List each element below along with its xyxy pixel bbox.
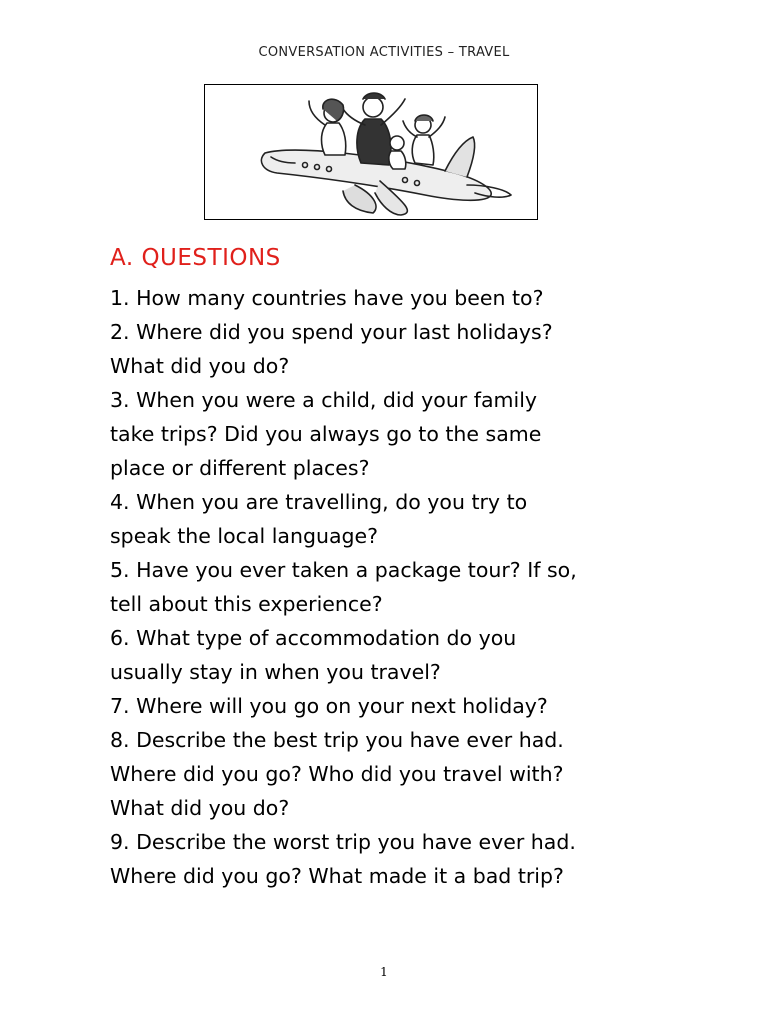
question-line: 4. When you are travelling, do you try to	[110, 490, 528, 514]
page-number: 1	[380, 965, 388, 979]
question-list	[110, 281, 670, 893]
page-header: CONVERSATION ACTIVITIES – TRAVEL	[258, 45, 510, 60]
question-line: 3. When you were a child, did your family	[110, 388, 538, 412]
question-line: Where did you go? Who did you travel with?	[110, 762, 564, 786]
question-line: Where did you go? What made it a bad trip?	[110, 864, 564, 888]
question-line: take trips? Did you always go to the same	[110, 422, 542, 446]
question-line: place or different places?	[110, 456, 370, 480]
question-line: 6. What type of accommodation do you	[110, 626, 517, 650]
question-line: 8. Describe the best trip you have ever had.	[110, 728, 564, 752]
question-line: usually stay in when you travel?	[110, 660, 441, 684]
question-line: 2. Where did you spend your last holidays?	[110, 320, 553, 344]
question-line: 5. Have you ever taken a package tour? If so,	[110, 558, 577, 582]
question-line: 9. Describe the worst trip you have ever had.	[110, 830, 576, 854]
question-line: What did you do?	[110, 796, 290, 820]
question-line: 1. How many countries have you been to?	[110, 286, 544, 310]
question-line: What did you do?	[110, 354, 290, 378]
section-heading: A. QUESTIONS	[110, 245, 281, 271]
travel-illustration	[204, 84, 538, 220]
family-on-airplane-icon	[205, 85, 537, 219]
question-line: 7. Where will you go on your next holiday?	[110, 694, 548, 718]
question-line: speak the local language?	[110, 524, 379, 548]
question-line: tell about this experience?	[110, 592, 383, 616]
